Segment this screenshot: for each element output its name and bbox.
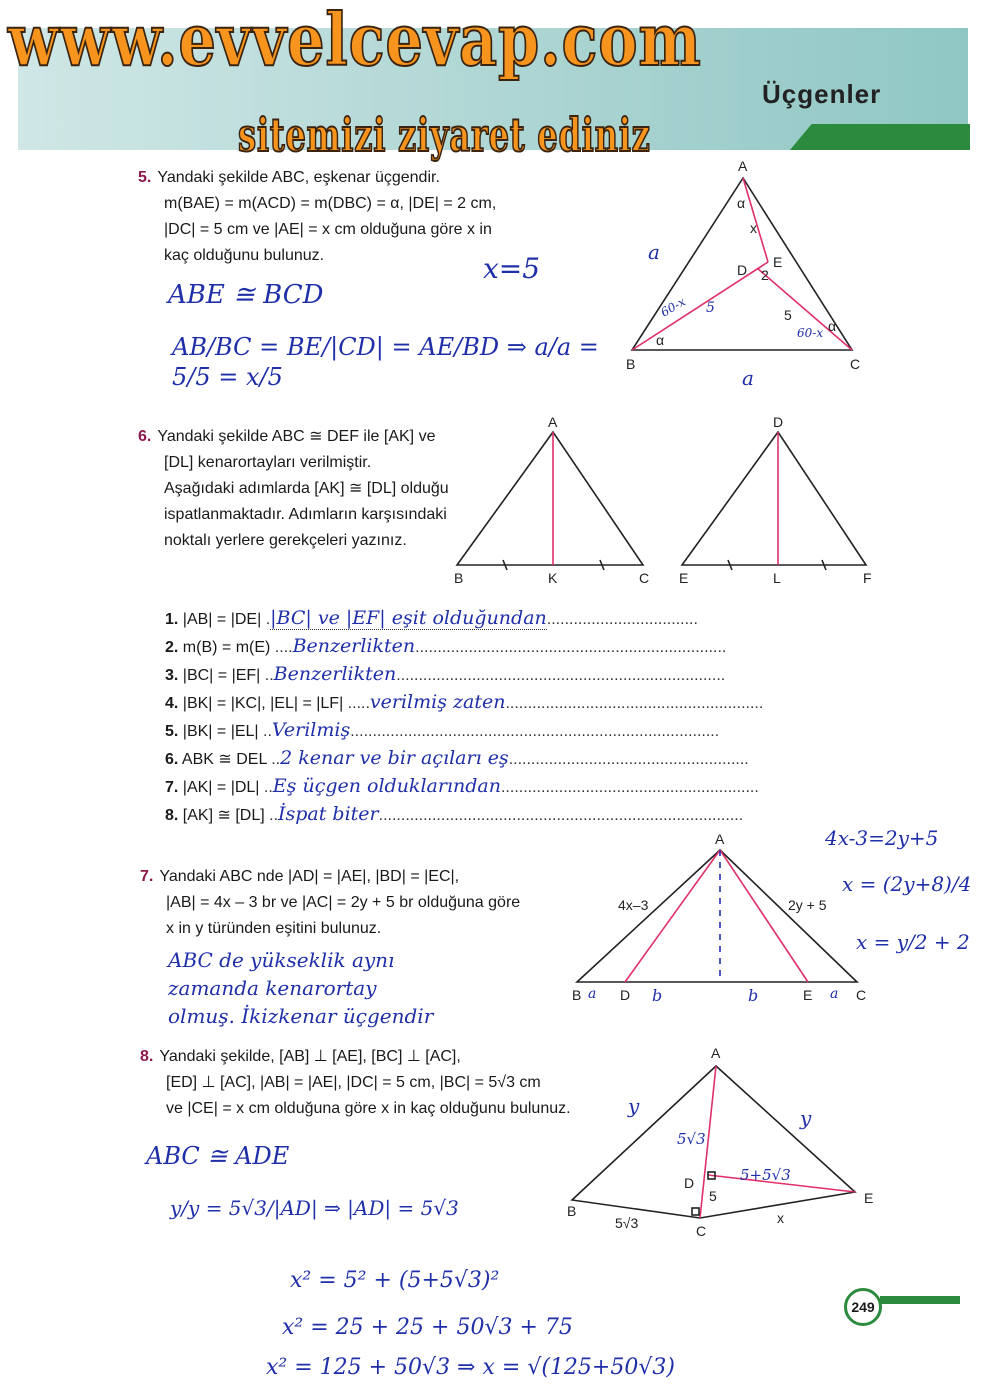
q6-line: ispatlanmaktadır. Adımların karşısındaki — [164, 506, 447, 523]
q7-line: Yandaki ABC nde |AD| = |AE|, |BD| = |EC|, — [159, 868, 460, 885]
proof-reason: Verilmiş — [271, 719, 351, 741]
q7-label-d: D — [620, 987, 631, 1003]
proof-step: 8. [AK] ≅ [DL] ..İspat biter.................................................................................. — [165, 803, 744, 825]
q7-line: |AB| = 4x – 3 br ve |AC| = 2y + 5 br olduğuna göre — [166, 894, 521, 911]
q5-label-5: 5 — [784, 307, 792, 323]
q8-label-bc: 5√3 — [615, 1215, 639, 1231]
page-number-bar — [880, 1296, 960, 1304]
q8-label-ce: x — [777, 1210, 784, 1226]
q6-line: noktalı yerlere gerekçeleri yazınız. — [164, 532, 407, 549]
q8-hw-ad: 5√3 — [677, 1130, 706, 1148]
q8-hw-eq2: x² = 25 + 25 + 50√3 + 75 — [282, 1315, 573, 1340]
proof-step: 4. |BK| = |KC|, |EL| = |LF| .....verilmiş zaten.......................................................... — [165, 691, 764, 713]
q8-label-e: E — [864, 1190, 874, 1206]
proof-reason: |BC| ve |EF| eşit olduğundan — [270, 607, 547, 629]
page-number: 249 — [844, 1288, 882, 1326]
q5-hw-ratio: AB/BC = BE/|CD| = AE/BD ⇒ a/a = 5/5 = x/5 — [172, 333, 599, 391]
q8-label-c: C — [696, 1223, 707, 1239]
q6-label-k: K — [548, 570, 558, 586]
q5-label-e: E — [773, 254, 783, 270]
proof-reason: Benzerlikten — [273, 663, 397, 685]
q8-line: [ED] ⊥ [AC], |AB| = |AE|, |DC| = 5 cm, |BC| = 5√3 cm — [166, 1074, 541, 1091]
q6-text — [138, 424, 449, 554]
proof-step: 6. ABK ≅ DEL ..2 kenar ve bir açıları eş...................................................... — [165, 747, 749, 769]
q7-label-ac: 2y + 5 — [788, 897, 827, 913]
q8-label-b: B — [567, 1203, 577, 1219]
proof-step: 2. m(B) = m(E) ....Benzerlikten...................................................................... — [165, 635, 727, 657]
q5-label-alpha: α — [737, 195, 746, 211]
q6-line: Yandaki şekilde ABC ≅ DEF ile [AK] ve — [157, 428, 436, 445]
q5-line: kaç olduğunu bulunuz. — [164, 247, 325, 264]
proof-reason: Benzerlikten — [292, 635, 416, 657]
q7-label-c: C — [856, 987, 867, 1003]
q6-label-f: F — [863, 570, 872, 586]
q6-line: [DL] kenarortayları verilmiştir. — [164, 454, 372, 471]
q6-label-a: A — [548, 414, 558, 430]
q5-label-a: A — [738, 158, 748, 174]
q7-label-a: A — [715, 831, 725, 847]
proof-step: 7. |AK| = |DL| ..Eş üçgen olduklarından.......................................................... — [165, 775, 759, 797]
q5-hw-angle: 60-x — [797, 326, 824, 340]
q6-label-c: C — [639, 570, 650, 586]
q8-label-d: D — [684, 1175, 695, 1191]
q8-hw-ratio: y/y = 5√3/|AD| ⇒ |AD| = 5√3 — [170, 1196, 459, 1220]
q6-label-d: D — [773, 414, 784, 430]
q5-label-2: 2 — [761, 267, 769, 283]
q7-line: x in y türünden eşitini bulunuz. — [166, 920, 382, 937]
q6-steps — [165, 605, 865, 829]
q5-line: Yandaki şekilde ABC, eşkenar üçgendir. — [157, 169, 440, 186]
q7-hw-note: ABC de yükseklik aynı zamanda kenarortay olmuş. İkizkenar üçgendir — [168, 948, 434, 1028]
q8-line: Yandaki şekilde, [AB] ⊥ [AE], [BC] ⊥ [AC], — [159, 1048, 461, 1065]
q8-label-a: A — [711, 1045, 721, 1061]
q7-diagram — [577, 850, 857, 982]
q5-hw-a: a — [742, 366, 754, 390]
unit-title: Üçgenler — [762, 79, 882, 109]
q7-hw-a: a — [588, 986, 597, 1002]
q5-hw-seg: 5 — [706, 300, 715, 316]
q8-hw-eq1: x² = 5² + (5+5√3)² — [290, 1268, 500, 1293]
proof-step: 1. |AB| = |DE| .|BC| ve |EF| eşit olduğundan.................................. — [165, 607, 698, 629]
q7-hw-b: b — [748, 986, 759, 1005]
q6-number: 6. — [138, 428, 152, 445]
q5-label-c: C — [850, 356, 861, 372]
q5-hw-a: a — [648, 240, 660, 264]
q8-hw-y: y — [628, 1094, 640, 1118]
proof-step: 5. |BK| = |EL| ..Verilmiş................................................................................... — [165, 719, 720, 741]
q7-hw-eq1: 4x-3=2y+5 — [825, 826, 939, 850]
proof-reason: verilmiş zaten — [369, 691, 506, 713]
q7-hw-eq2: x = (2y+8)/4 — [842, 872, 972, 896]
proof-step: 3. |BC| = |EF| ..Benzerlikten.......................................................................... — [165, 663, 726, 685]
q5-label-b: B — [626, 356, 636, 372]
q7-number: 7. — [140, 868, 154, 885]
q5-hw-congruence: ABE ≅ BCD — [168, 280, 324, 310]
proof-reason: İspat biter — [278, 803, 379, 825]
q6-diagram — [457, 432, 866, 570]
q5-line: |DC| = 5 cm ve |AE| = x cm olduğuna göre x in — [164, 221, 492, 238]
q8-text — [140, 1044, 571, 1122]
watermark-slogan: sitemizi ziyaret ediniz — [238, 108, 651, 162]
q5-label-alpha: α — [656, 332, 665, 348]
q8-line: ve |CE| = x cm olduğuna göre x in kaç olduğunu bulunuz. — [166, 1100, 571, 1117]
q7-text — [140, 864, 520, 942]
q5-label-d: D — [737, 262, 748, 278]
q7-hw-eq3: x = y/2 + 2 — [856, 930, 970, 954]
q7-hw-b: b — [652, 986, 663, 1005]
q8-hw-y: y — [800, 1106, 812, 1130]
q8-hw-cong: ABC ≅ ADE — [146, 1142, 290, 1170]
q6-label-l: L — [773, 570, 781, 586]
q8-number: 8. — [140, 1048, 154, 1065]
q5-hw-angle: 60-x — [658, 294, 688, 320]
q8-label-dc: 5 — [709, 1188, 717, 1204]
q6-label-e: E — [679, 570, 689, 586]
q5-text — [138, 165, 496, 269]
q8-hw-de: 5+5√3 — [740, 1166, 791, 1184]
q5-number: 5. — [138, 169, 152, 186]
q5-hw-answer: x=5 — [483, 252, 541, 285]
q5-label-alpha: α — [828, 318, 837, 334]
q5-label-x: x — [750, 220, 757, 236]
q8-hw-eq3: x² = 125 + 50√3 ⇒ x = √(125+50√3) — [266, 1355, 675, 1380]
q7-label-e: E — [803, 987, 813, 1003]
q7-hw-a: a — [830, 986, 839, 1002]
q6-label-b: B — [454, 570, 464, 586]
proof-reason: Eş üçgen olduklarından — [272, 775, 501, 797]
watermark-url: www.evvelcevap.com — [8, 0, 702, 82]
proof-reason: 2 kenar ve bir açıları eş — [280, 747, 509, 769]
q7-label-ab: 4x–3 — [618, 897, 649, 913]
q5-line: m(BAE) = m(ACD) = m(DBC) = α, |DE| = 2 cm, — [164, 195, 497, 212]
q6-line: Aşağıdaki adımlarda [AK] ≅ [DL] olduğu — [164, 480, 449, 497]
q7-label-b: B — [572, 987, 582, 1003]
